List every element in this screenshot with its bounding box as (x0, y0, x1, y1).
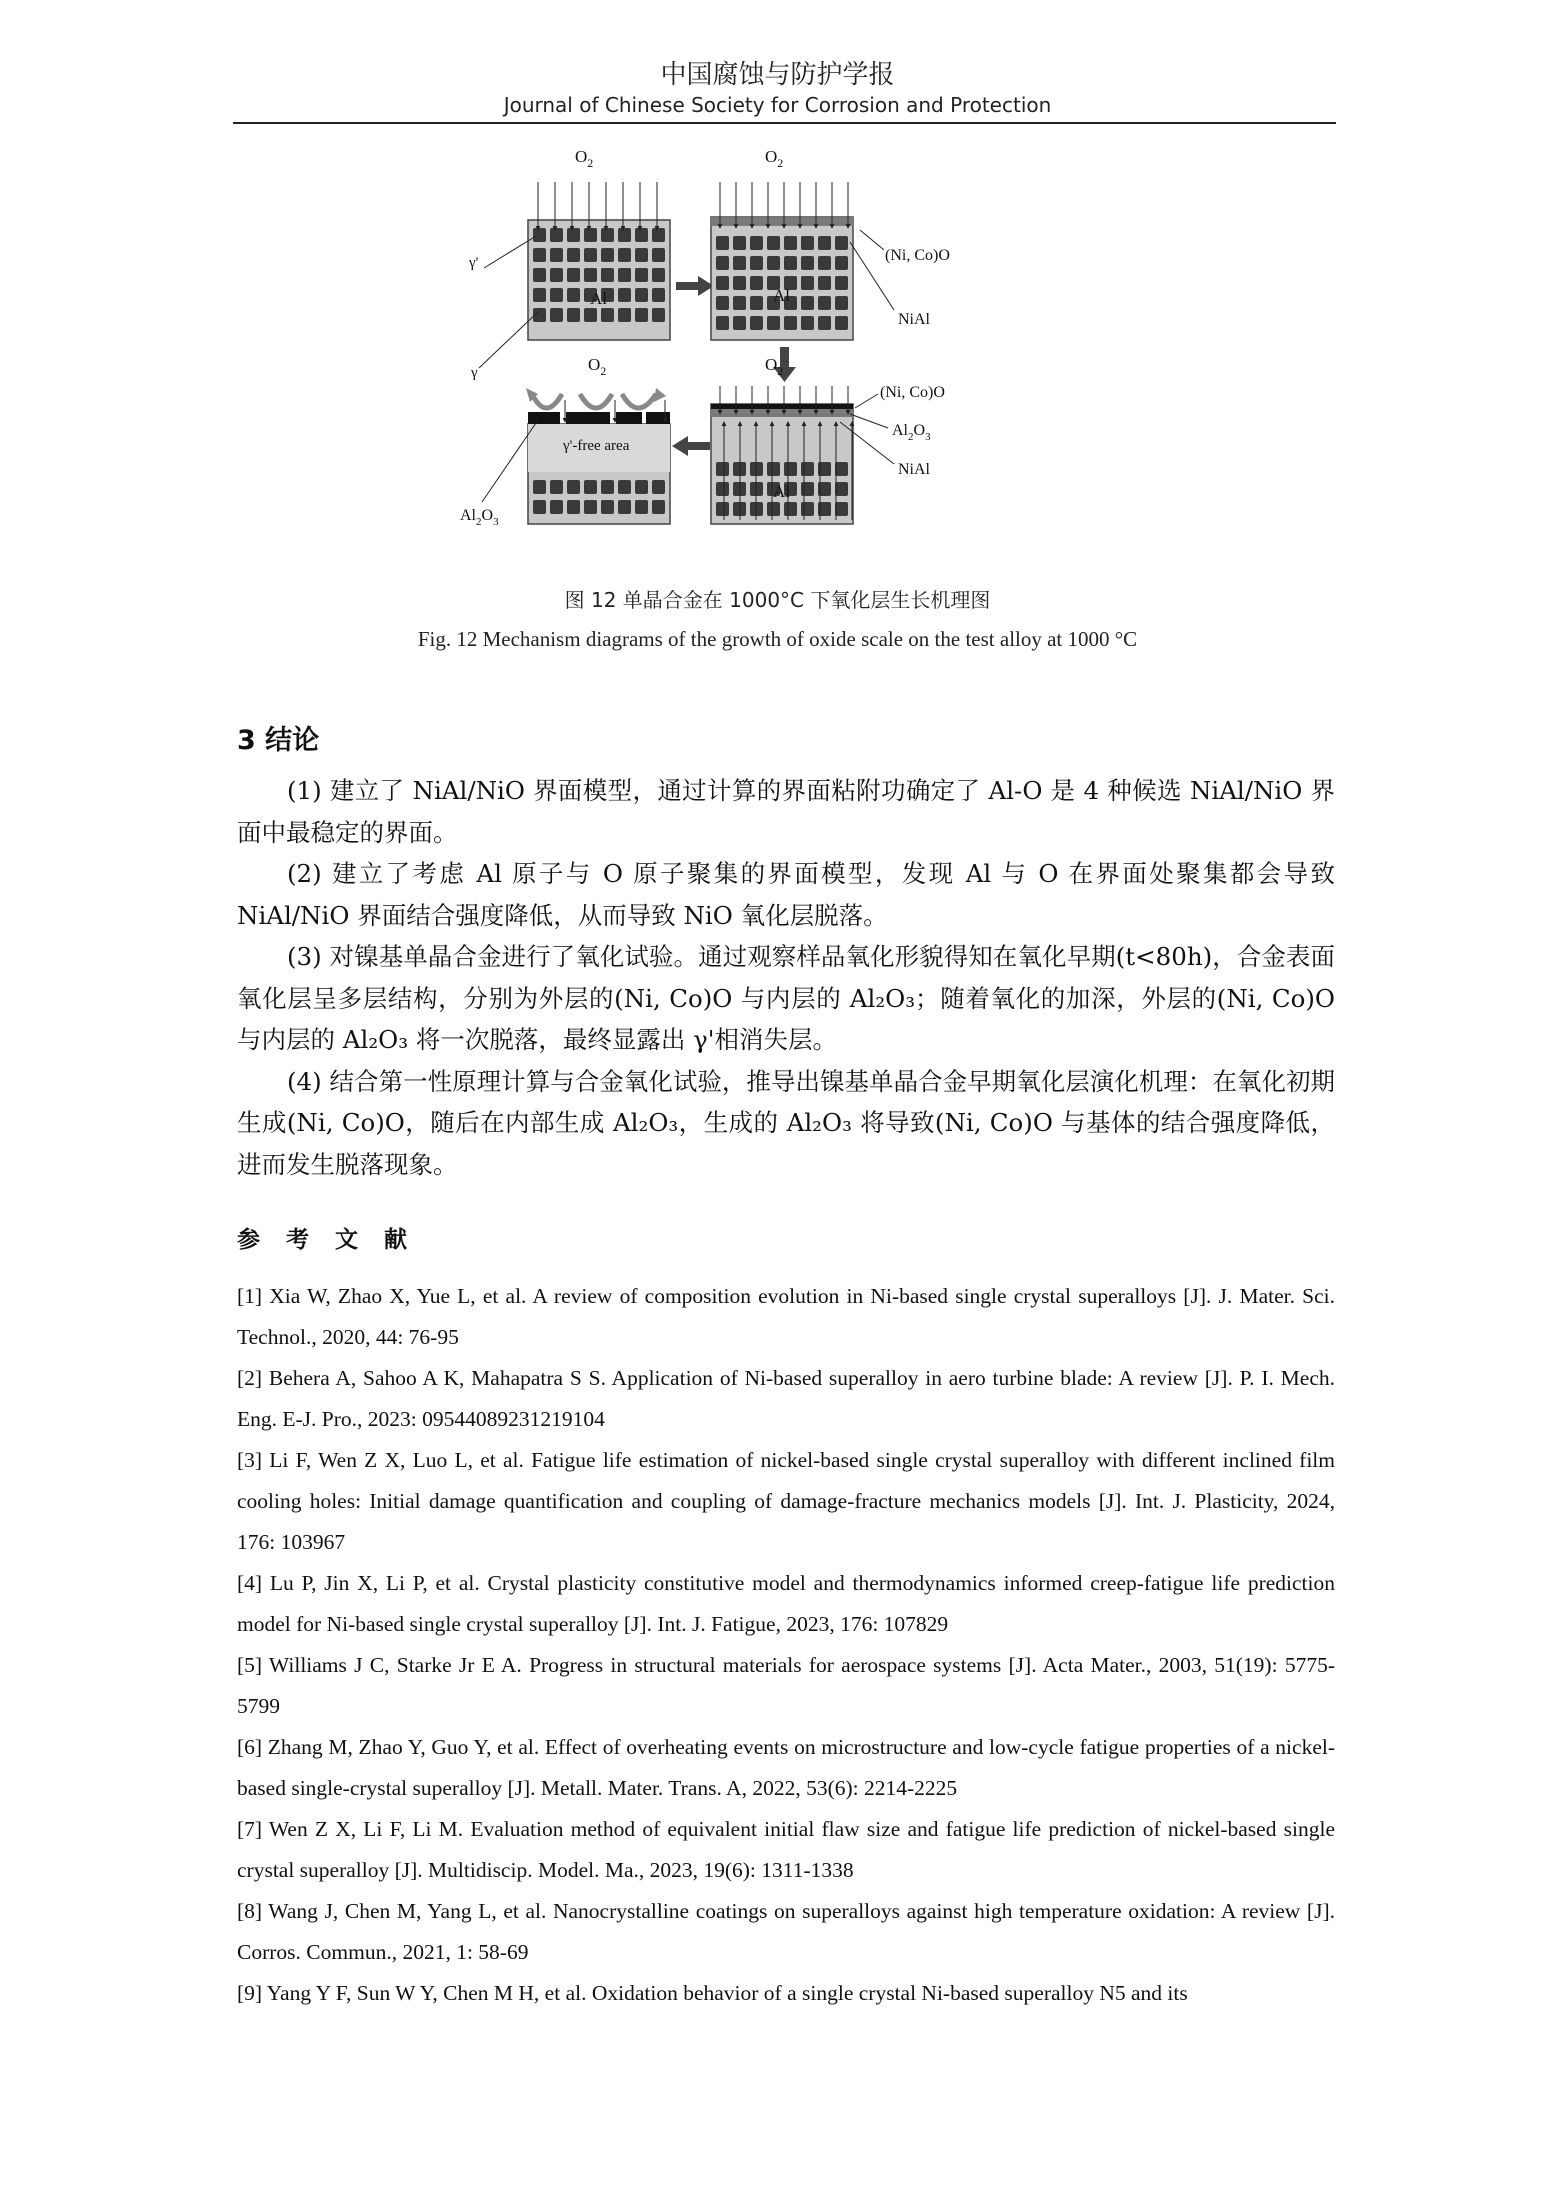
gamma-prime-cube (533, 268, 546, 282)
reference-item: [2] Behera A, Sahoo A K, Mahapatra S S. Application of Ni-based superalloy in aero turbine blade: A review [J]. P. I. Mech. Eng. E-J. Pro., 2023: 09544089231219104 (237, 1366, 1335, 1431)
gamma-prime-cube (801, 462, 814, 476)
nico-o-label-2: (Ni, Co)O (880, 384, 945, 401)
gamma-prime-cube (601, 248, 614, 262)
references-title: 参考文献 (237, 1227, 433, 1253)
conclusion-paragraph: (4) 结合第一性原理计算与合金氧化试验，推导出镍基单晶合金早期氧化层演化机理：在氧化初期生成(Ni, Co)O，随后在内部生成 Al₂O₃，生成的 Al₂O₃ 将导致(Ni, Co)O 与基体的结合强度降低，进而发生脱落现象。 (237, 1066, 1335, 1179)
gamma-prime-cube (567, 308, 580, 322)
gamma-prime-cube (533, 480, 546, 494)
reference-item: [8] Wang J, Chen M, Yang L, et al. Nanocrystalline coatings on superalloys against high temperature oxidation: A review [J]. Corros. Commun., 2021, 1: 58-69 (237, 1899, 1335, 1964)
panel-initial-alloy (468, 147, 670, 381)
conclusion-paragraph: (3) 对镍基单晶合金进行了氧化试验。通过观察样品氧化形貌得知在氧化早期(t<80h)，合金表面氧化层呈多层结构，分别为外层的(Ni, Co)O 与内层的 Al₂O₃；随着氧化的加深，外层的(Ni, Co)O 与内层的 Al₂O₃ 将一次脱落，最终显露出 γ'相消失层。 (237, 942, 1335, 1054)
gamma-prime-cube (618, 288, 631, 302)
gamma-prime-cube (801, 296, 814, 310)
gamma-prime-cube (635, 268, 648, 282)
o2-label-1: $O_2$ (575, 147, 594, 170)
al-label-3: Al (773, 482, 790, 501)
gamma-prime-cube (716, 502, 729, 516)
gamma-prime-label: γ' (469, 255, 479, 271)
gamma-prime-cube (750, 296, 763, 310)
gamma-prime-cube (767, 256, 780, 270)
gamma-prime-cube (835, 462, 848, 476)
gamma-prime-cube (733, 256, 746, 270)
gamma-prime-cube (818, 296, 831, 310)
gamma-prime-cube (635, 248, 648, 262)
gamma-prime-cube (716, 256, 729, 270)
gamma-prime-cube (635, 308, 648, 322)
gamma-prime-cube (652, 248, 665, 262)
gamma-prime-cube (567, 480, 580, 494)
gamma-prime-cube (567, 500, 580, 514)
gamma-prime-cube (550, 268, 563, 282)
gamma-prime-cube (818, 276, 831, 290)
gamma-prime-cube (716, 296, 729, 310)
reference-item: [3] Li F, Wen Z X, Luo L, et al. Fatigue life estimation of nickel-based single crystal superalloy with different inclined film cooling holes: Initial damage quantification and coupling of damage-fracture mechanics models [J]. Int. J. Plasticity, 2024, 176: 103967 (237, 1448, 1335, 1554)
gamma-prime-cube (716, 276, 729, 290)
figure-caption-en: Fig. 12 Mechanism diagrams of the growth of oxide scale on the test alloy at 1000 °C (417, 627, 1138, 651)
gamma-prime-cube (716, 482, 729, 496)
gamma-prime-cube (835, 276, 848, 290)
gamma-prime-cube (801, 502, 814, 516)
gamma-prime-cube (750, 256, 763, 270)
gamma-prime-cube (618, 480, 631, 494)
gamma-prime-cube (533, 228, 546, 242)
gamma-prime-cube (716, 316, 729, 330)
gamma-label: γ (471, 365, 478, 381)
gamma-prime-cube (652, 500, 665, 514)
gamma-prime-cube (550, 288, 563, 302)
gamma-prime-cube (652, 288, 665, 302)
arrow-right (676, 276, 714, 296)
gamma-prime-cube (635, 228, 648, 242)
reference-item: [5] Williams J C, Starke Jr E A. Progress in structural materials for aerospace systems [J]. Acta Mater., 2003, 51(19): 5775-5799 (237, 1653, 1335, 1718)
gamma-prime-cube (835, 256, 848, 270)
gamma-prime-cube (550, 228, 563, 242)
gamma-prime-cube (584, 500, 597, 514)
gamma-prime-cube (550, 308, 563, 322)
reference-item: [9] Yang Y F, Sun W Y, Chen M H, et al. Oxidation behavior of a single crystal Ni-based superalloy N5 and its (237, 1981, 1188, 2005)
o2-label-2: $O_2$ (765, 147, 784, 170)
gamma-prime-cube (533, 500, 546, 514)
gamma-prime-cube (733, 276, 746, 290)
journal-title-cn: 中国腐蚀与防护学报 (660, 60, 895, 90)
nial-label-2: NiAl (898, 461, 930, 478)
gamma-prime-cube (618, 308, 631, 322)
gamma-prime-cube (801, 256, 814, 270)
gamma-prime-cube (716, 236, 729, 250)
gamma-prime-cube (835, 502, 848, 516)
header-rule (233, 122, 1336, 124)
gamma-prime-cube (584, 308, 597, 322)
reference-item: [7] Wen Z X, Li F, Li M. Evaluation method of equivalent initial flaw size and fatigue life prediction of nickel-based single crystal superalloy [J]. Multidiscip. Model. Ma., 2023, 19(6): 1311-1338 (237, 1817, 1335, 1882)
gamma-prime-cube (584, 268, 597, 282)
gamma-prime-cube (533, 248, 546, 262)
gamma-prime-cube (733, 236, 746, 250)
gamma-prime-cube (767, 462, 780, 476)
gamma-prime-cube (601, 268, 614, 282)
gamma-prime-cube (835, 296, 848, 310)
gamma-prime-cube (567, 268, 580, 282)
gamma-prime-cube (818, 236, 831, 250)
gamma-prime-cube (801, 316, 814, 330)
al2o3-label-2: $Al_2O_3$ (460, 507, 499, 528)
gamma-prime-cube (618, 228, 631, 242)
conclusion-paragraph: (1) 建立了 NiAl/NiO 界面模型，通过计算的界面粘附功确定了 Al-O 是 4 种候选 NiAl/NiO 界面中最稳定的界面。 (237, 776, 1335, 847)
nico-o-label-1: (Ni, Co)O (885, 247, 950, 264)
gamma-prime-cube (635, 288, 648, 302)
gamma-prime-cube (550, 248, 563, 262)
panel-spallation (460, 355, 670, 528)
arrow-left (672, 436, 710, 456)
gamma-prime-cube (835, 482, 848, 496)
reference-item: [4] Lu P, Jin X, Li P, et al. Crystal plasticity constitutive model and thermodynamics informed creep-fatigue life prediction model for Ni-based single crystal superalloy [J]. Int. J. Fatigue, 2023, 176: 107829 (237, 1571, 1335, 1636)
gamma-prime-cube (550, 480, 563, 494)
al2o3-label-1: $Al_2O_3$ (892, 422, 931, 443)
gamma-prime-cube (652, 268, 665, 282)
gamma-prime-cube (567, 288, 580, 302)
gamma-prime-cube (767, 236, 780, 250)
gamma-prime-cube (818, 256, 831, 270)
gamma-prime-cube (601, 308, 614, 322)
mechanism-diagram (460, 132, 1120, 572)
gamma-prime-cube (584, 248, 597, 262)
reference-item: [6] Zhang M, Zhao Y, Guo Y, et al. Effect of overheating events on microstructure and low-cycle fatigue properties of a nickel-based single-crystal superalloy [J]. Metall. Mater. Trans. A, 2022, 53(6): 2214-2225 (237, 1735, 1335, 1800)
gamma-prime-cube (584, 480, 597, 494)
gamma-prime-cube (818, 316, 831, 330)
gamma-prime-cube (618, 248, 631, 262)
gamma-prime-cube (801, 482, 814, 496)
figure-caption-cn: 图 12 单晶合金在 1000°C 下氧化层生长机理图 (564, 588, 991, 612)
gamma-prime-cube (784, 236, 797, 250)
gamma-prime-cube (835, 236, 848, 250)
gamma-prime-cube (733, 316, 746, 330)
gamma-prime-cube (533, 288, 546, 302)
gamma-prime-cube (750, 276, 763, 290)
conclusion-paragraph: (2) 建立了考虑 Al 原子与 O 原子聚集的界面模型，发现 Al 与 O 在界面处聚集都会导致 NiAl/NiO 界面结合强度降低，从而导致 NiO 氧化层脱落。 (237, 859, 1335, 930)
gamma-prime-cube (835, 316, 848, 330)
gamma-prime-cube (750, 236, 763, 250)
references-list (237, 1276, 1335, 2014)
gamma-prime-cube (635, 500, 648, 514)
gamma-prime-cube (652, 480, 665, 494)
gamma-prime-cube (618, 500, 631, 514)
gamma-prime-cube (784, 316, 797, 330)
gamma-prime-cube (601, 228, 614, 242)
gamma-free-area-label: γ'-free area (563, 438, 630, 454)
gamma-prime-cube (767, 502, 780, 516)
gamma-prime-cube (750, 316, 763, 330)
gamma-prime-cube (784, 256, 797, 270)
gamma-prime-cube (635, 480, 648, 494)
al-label-1: Al (590, 289, 607, 308)
al-label-2: Al (773, 286, 790, 305)
gamma-prime-cube (784, 462, 797, 476)
gamma-prime-cube (618, 268, 631, 282)
panel-al2o3-formation (711, 355, 945, 524)
panel-nico-o-formation (711, 147, 950, 340)
gamma-prime-cube (733, 296, 746, 310)
gamma-prime-cube (584, 228, 597, 242)
gamma-prime-cube (767, 316, 780, 330)
gamma-prime-cube (567, 228, 580, 242)
gamma-prime-cube (801, 236, 814, 250)
gamma-prime-cube (567, 248, 580, 262)
o2-label-3: $O_2$ (765, 355, 784, 378)
gamma-prime-cube (716, 462, 729, 476)
gamma-prime-cube (652, 228, 665, 242)
gamma-prime-cube (801, 276, 814, 290)
nial-label-1: NiAl (898, 311, 930, 328)
o2-label-4: $O_2$ (588, 355, 607, 378)
reference-item: [1] Xia W, Zhao X, Yue L, et al. A review of composition evolution in Ni-based single crystal superalloys [J]. J. Mater. Sci. Technol., 2020, 44: 76-95 (237, 1284, 1335, 1349)
section-title: 3 结论 (237, 725, 320, 756)
gamma-prime-cube (601, 480, 614, 494)
conclusions-body (237, 770, 1335, 1185)
gamma-prime-cube (784, 502, 797, 516)
gamma-prime-cube (652, 308, 665, 322)
gamma-prime-cube (601, 500, 614, 514)
journal-title-en: Journal of Chinese Society for Corrosion and Protection (503, 93, 1052, 117)
gamma-prime-cube (550, 500, 563, 514)
